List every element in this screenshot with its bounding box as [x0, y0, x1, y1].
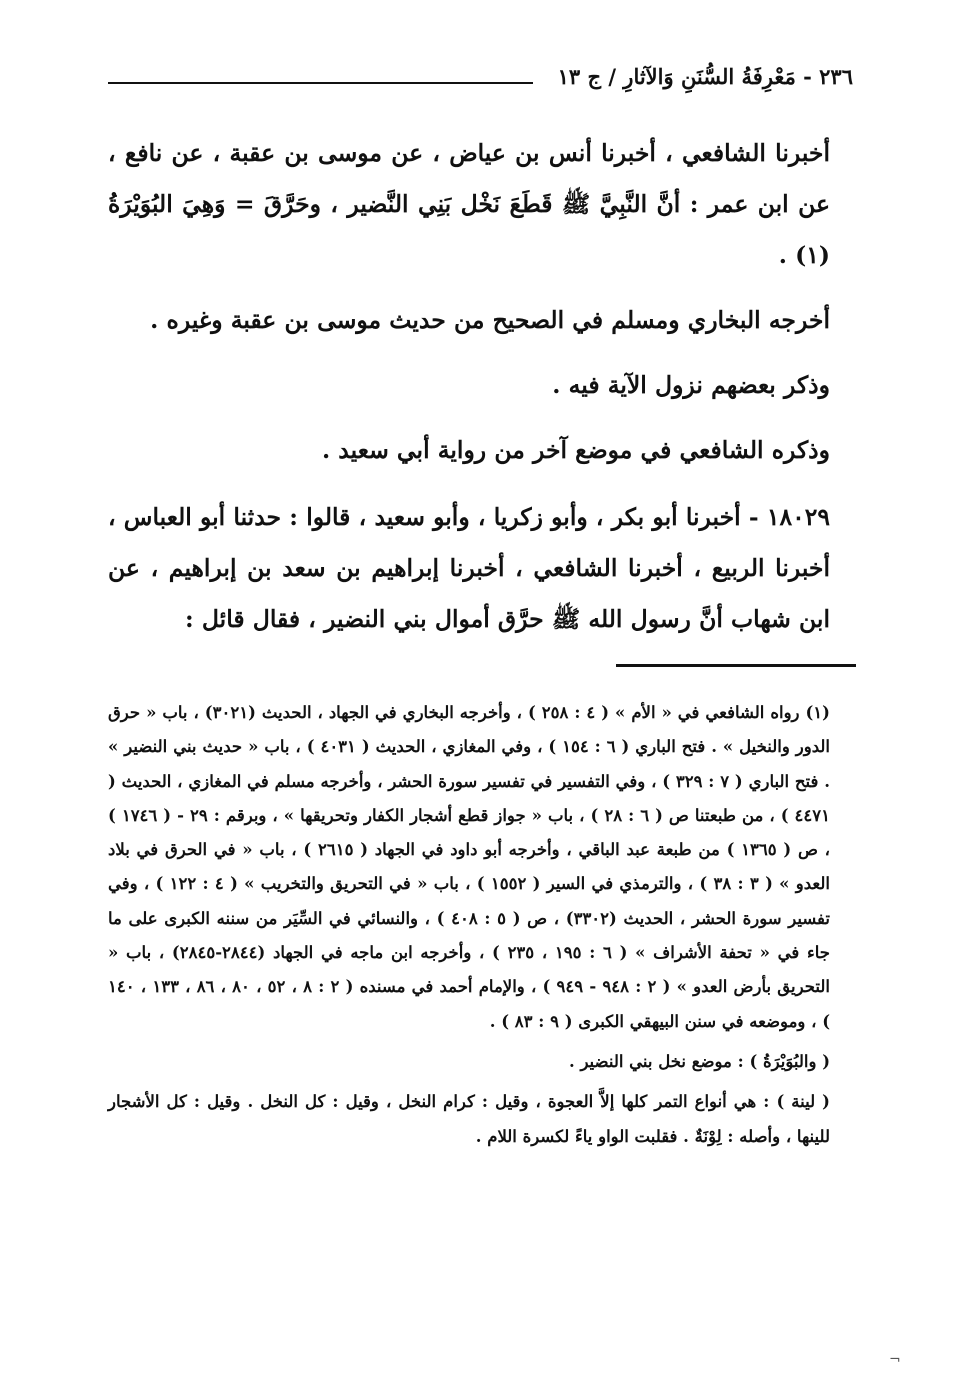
footnotes — [108, 696, 830, 1154]
paragraph-note-ayah: وذكر بعضهم نزول الآية فيه . — [552, 371, 830, 399]
footnote-lina: ( لينة ) : هي أنواع التمر كلها إلاَّ العجوة ، وقيل : كرام النخل ، وقيل : كل النخل . وقيل : كل الأشجار للينها ، وأصله : لِوْنَةٌ . فقلبت الواو ياءً لكسرة اللام . — [108, 1092, 830, 1146]
footnote-1: (١) رواه الشافعي في « الأم » ( ٤ : ٢٥٨ ) ، وأخرجه البخاري في الجهاد ، الحديث (٣٠٢١) ، باب « حرق الدور والنخيل » . فتح الباري ( ٦ : ١٥٤ ) ، وفي المغازي ، الحديث ( ٤٠٣١ ) ، باب « حديث بني النضير » . فتح الباري ( ٧ : ٣٢٩ ) ، وفي التفسير في تفسير سورة الحشر ، وأخرجه مسلم في المغازي ، الحديث ( ٤٤٧١ ) ، من طبعتنا ص ( ٦ : ٢٨ ) ، باب « جواز قطع أشجار الكفار وتحريقها » ، وبرقم : ٢٩ - ( ١٧٤٦ ) ، ص ( ١٣٦٥ ) من طبعة عبد الباقي ، وأخرجه أبو داود في الجهاد ( ٢٦١٥ ) ، باب « في الحرق في بلاد العدو » ( ٣ : ٣٨ ) ، والترمذي في السير ( ١٥٥٢ ) ، باب « في التحريق والتخريب » ( ٤ : ١٢٢ ) ، وفي تفسير سورة الحشر ، الحديث (٣٣٠٢) ، ص ( ٥ : ٤٠٨ ) ، والنسائي في السِّيَر من سننه الكبرى على ما جاء في « تحفة الأشراف » ( ٦ : ١٩٥ ، ٢٣٥ ) ، وأخرجه ابن ماجه في الجهاد (٢٨٤٤-٢٨٤٥) ، باب « التحريق بأرض العدو » ( ٢ : ٩٤٨ - ٩٤٩ ) ، والإمام أحمد في مسنده ( ٢ : ٨ ، ٥٢ ، ٨٠ ، ٨٦ ، ١٣٣ ، ١٤٠ ) ، وموضعه في سنن البيهقي الكبرى ( ٩ : ٨٣ ) . — [108, 703, 830, 1031]
footnote-separator — [616, 664, 856, 667]
margin-mark: ¬ — [889, 1352, 901, 1368]
paragraph-hadith-18029: ١٨٠٢٩ - أخبرنا أبو بكر ، وأبو زكريا ، وأبو سعيد ، قالوا : حدثنا أبو العباس ، أخبرنا الربيع ، أخبرنا الشافعي ، أخبرنا إبراهيم بن سعد بن إبراهيم ، عن ابن شهاب أنَّ رسول الله ﷺ حرَّق أموال بني النضير ، فقال قائل : — [108, 503, 830, 633]
footnote-buwayra: ( والبُوَيْرَةُ ) : موضع نخل بني النضير . — [568, 1051, 830, 1071]
paragraph-other-narration: وذكره الشافعي في موضع آخر من رواية أبي سعيد . — [321, 436, 830, 464]
running-header — [108, 62, 853, 96]
paragraph-hadith-isnad: أخبرنا الشافعي ، أخبرنا أنس بن عياض ، عن موسى بن عقبة ، عن نافع ، عن ابن عمر : أنَّ النَّبِيَّ ﷺ قَطَعَ نَخْل بَنِي النَّضير ، وحَرَّقَ = وَهِيَ البُوَيْرَةُ (١) . — [108, 139, 830, 269]
main-text — [108, 128, 830, 645]
header-rule — [108, 82, 533, 84]
running-header-title: ٢٣٦ - مَعْرِفَةُ السُّنَنِ وَالآثارِ / ج ١٣ — [557, 64, 853, 89]
paragraph-takhrij: أخرجه البخاري ومسلم في الصحيح من حديث موسى بن عقبة وغيره . — [150, 306, 830, 334]
